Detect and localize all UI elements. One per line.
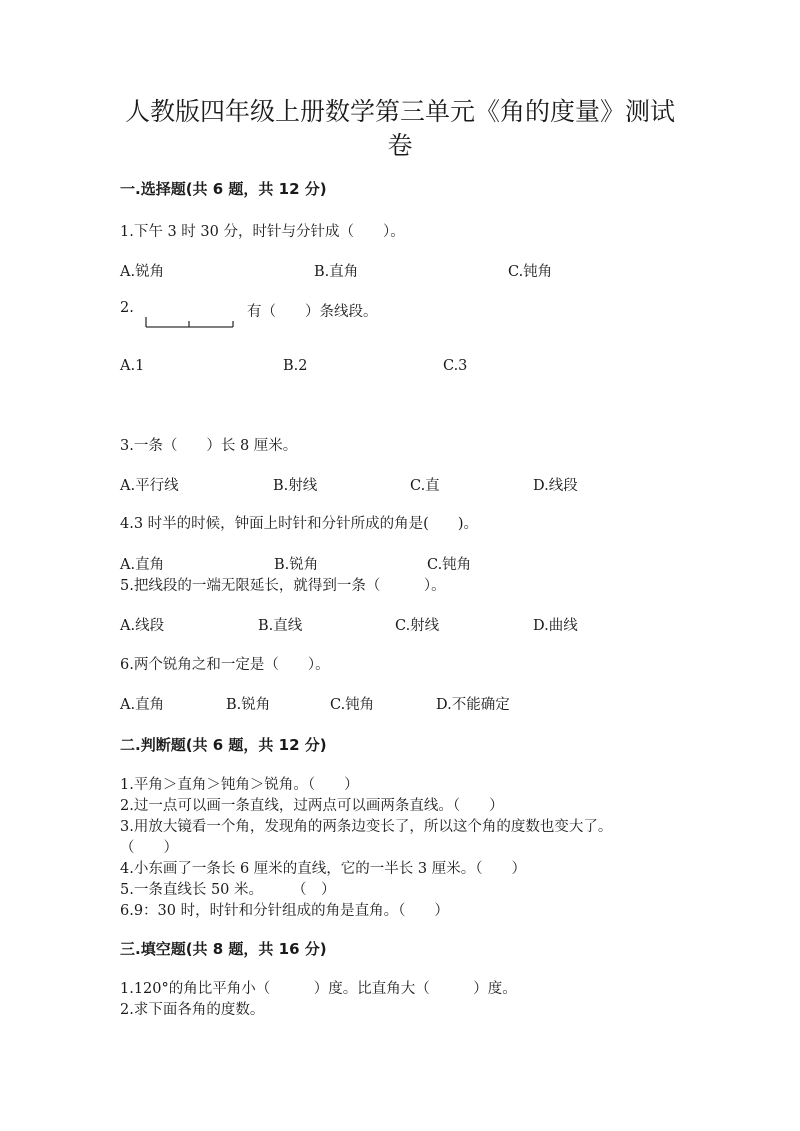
fill-item: 1.120°的角比平角小（ ）度。比直角大（ ）度。: [120, 981, 517, 997]
judgment-item: 1.平角＞直角＞钝角＞锐角。（ ）: [120, 777, 359, 793]
option-c: C.3: [443, 358, 468, 374]
section-heading-choice: 一.选择题(共 6 题，共 12 分): [120, 180, 327, 198]
option-a: A.1: [120, 358, 145, 374]
option-d: D.线段: [533, 478, 578, 494]
question-text: 1.下午 3 时 30 分，时针与分针成（ ）。: [120, 224, 405, 240]
option-a: A.线段: [120, 618, 165, 634]
option-b: B.锐角: [226, 697, 271, 713]
question-text: 6.两个锐角之和一定是（ ）。: [120, 657, 330, 673]
question-number: 2.: [120, 300, 134, 316]
judgment-item: 3.用放大镜看一个角，发现角的两条边变长了，所以这个角的度数也变大了。: [120, 819, 613, 835]
option-b: B.直角: [314, 264, 359, 280]
question-text: 5.把线段的一端无限延长，就得到一条（ ）。: [120, 578, 446, 594]
option-c: C.钝角: [508, 264, 553, 280]
option-b: B.射线: [273, 478, 318, 494]
option-b: B.直线: [258, 618, 303, 634]
question-text: 3.一条（ ）长 8 厘米。: [120, 438, 298, 454]
option-c: C.钝角: [330, 697, 375, 713]
option-c: C.直: [410, 478, 440, 494]
option-a: A.直角: [120, 557, 165, 573]
option-a: A.锐角: [120, 264, 165, 280]
option-a: A.平行线: [120, 478, 179, 494]
judgment-item: 4.小东画了一条长 6 厘米的直线，它的一半长 3 厘米。（ ）: [120, 861, 526, 877]
judgment-item: 6.9：30 时，时针和分针组成的角是直角。（ ）: [120, 903, 449, 919]
option-a: A.直角: [120, 697, 165, 713]
fill-item: 2.求下面各角的度数。: [120, 1002, 265, 1018]
option-d: D.曲线: [533, 618, 578, 634]
option-b: B.锐角: [274, 557, 319, 573]
option-c: C.钝角: [427, 557, 472, 573]
question-text: 有（ ）条线段。: [247, 304, 378, 320]
judgment-item: 2.过一点可以画一条直线，过两点可以画两条直线。（ ）: [120, 798, 504, 814]
option-b: B.2: [283, 358, 308, 374]
line-segment-figure: [145, 316, 235, 330]
option-c: C.射线: [395, 618, 440, 634]
section-heading-judgment: 二.判断题(共 6 题，共 12 分): [120, 736, 327, 754]
question-text: 4.3 时半的时候，钟面上时针和分针所成的角是( )。: [120, 516, 478, 532]
page-title-continued: 卷: [387, 131, 413, 160]
judgment-item: 5.一条直线长 50 米。 （ ）: [120, 882, 336, 898]
option-d: D.不能确定: [436, 697, 510, 713]
judgment-item-continued: （ ）: [120, 840, 178, 856]
page-title: 人教版四年级上册数学第三单元《角的度量》测试: [124, 97, 675, 126]
section-heading-fill: 三.填空题(共 8 题，共 16 分): [120, 940, 327, 958]
